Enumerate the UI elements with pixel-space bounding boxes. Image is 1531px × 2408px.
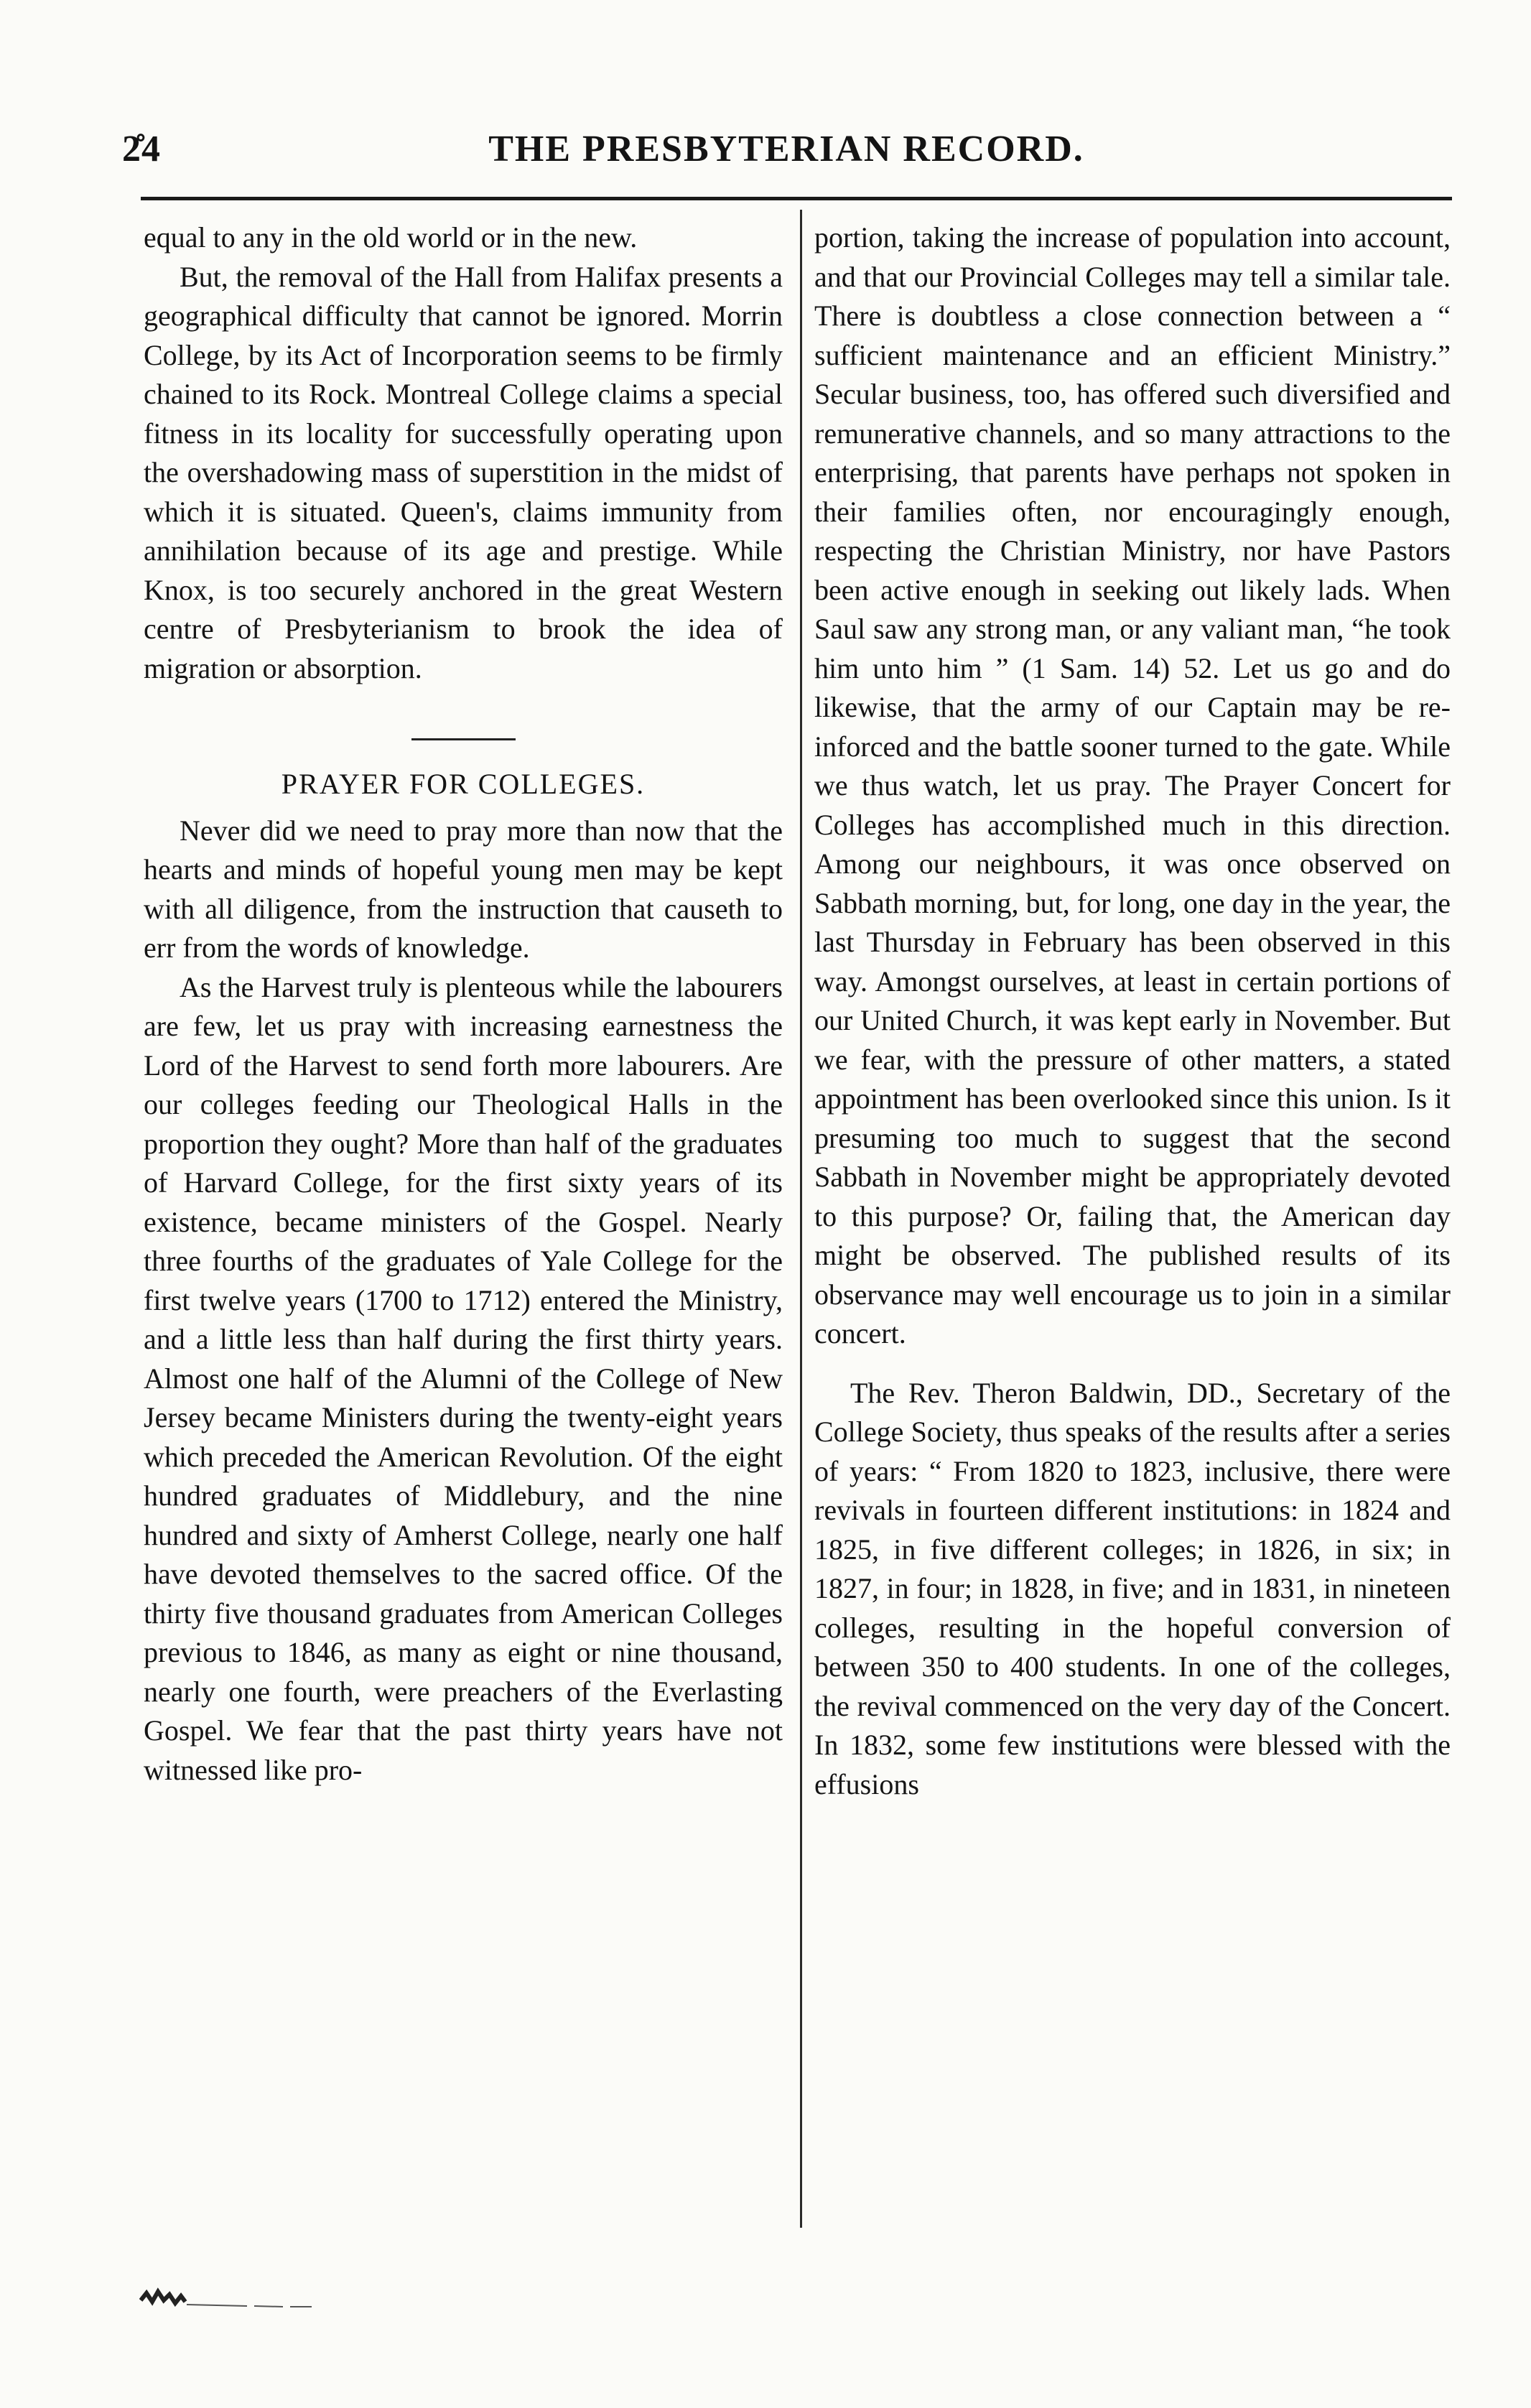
right-column — [814, 218, 1451, 1804]
section-separator — [411, 738, 516, 740]
section-heading: PRAYER FOR COLLEGES. — [281, 768, 646, 800]
paragraph-baldwin: The Rev. Theron Baldwin, DD., Secretary of the College Society, thus speaks of the results after a series of years: “ From 1820 to 1823, inclusive, there were revivals in fourteen different institutions: in 1824 and 1825, in five different colleges; in 1826, in six; in 1827, in four; in 1828, in five; and in 1831, in nineteen colleges, resulting in the hopeful conversion of between 350 to 400 students. In one of the colleges, the revival commenced on the very day of the Concert. In 1832, some few institutions were blessed with the effusions — [814, 1376, 1451, 1800]
page-header — [122, 128, 1451, 178]
column-divider — [800, 210, 802, 2228]
paragraph-harvest: As the Harvest truly is plenteous while the labourers are few, let us pray with increasing earnestness the Lord of the Harvest to send forth more labourers. Are our colleges feeding our Theological Halls in the proportion they ought? More than half of the graduates of Harvard College, for the first sixty years of its existence, became ministers of the Gospel. Nearly three fourths of the graduates of Yale College for the first twelve years (1700 to 1712) entered the Ministry, and a little less than half during the first thirty years. Almost one half of the Alumni of the College of New Jersey became Ministers during the twenty-eight years which preceded the American Revolution. Of the eight hundred graduates of Middlebury, and the nine hundred and sixty of Amherst College, nearly one half have devoted themselves to the sacred office. Of the thirty five thousand graduates from American Colleges previous to 1846, as many as eight or nine thousand, nearly one fourth, were preachers of the Everlasting Gospel. We fear that the past thirty years have not witnessed like pro- — [144, 970, 783, 1786]
header-rule — [141, 197, 1452, 200]
left-column — [144, 218, 783, 1790]
paragraph-portion: portion, taking the increase of population into account, and that our Provincial Colleges may tell a similar tale. There is doubtless a close connection between a “ sufficient maintenance and an efficient Ministry.” Secular business, too, has offered such diversified and remunerative channels, and so many attractions to the enterprising, that parents have perhaps not spoken in their families often, nor encouragingly enough, respecting the Christian Ministry, nor have Pastors been active enough in seeking out likely lads. When Saul saw any strong man, or any valiant man, “he took him unto him ” (1 Sam. 14) 52. Let us go and do likewise, that the army of our Captain may be re-inforced and the battle sooner turned to the gate. While we thus watch, let us pray. The Prayer Concert for Colleges has accomplished much in this direction. Among our neighbours, it was once observed on Sabbath morning, but, for long, one day in the year, the last Thursday in February has been observed in this way. Amongst ourselves, at least in certain portions of our United Church, it was kept early in November. But we fear, with the pressure of other matters, a stated appointment has been overlooked since this union. Is it presuming too much to suggest that the second Sabbath in November might be appropriately devoted to this purpose? Or, failing that, the American day might be observed. The published results of its observance may well encourage us to join in a similar concert. — [814, 221, 1451, 1349]
paragraph-never-did: Never did we need to pray more than now that the hearts and minds of hopeful young men may be kept with all diligence, from the instruction that causeth to err from the words of knowledge. — [144, 814, 783, 964]
paragraph-gap — [814, 1354, 1451, 1374]
page-number: 2̊4 — [122, 129, 161, 169]
paragraph-hall-removal: But, the removal of the Hall from Halifax presents a geographical difficulty that cannot be ignored. Morrin College, by its Act of Incorporation seems to be firmly chained to its Rock. Montreal College claims a special fitness in its locality for successfully operating upon the overshadowing mass of superstition in the midst of which it is situated. Queen's, claims immunity from annihilation because of its age and prestige. While Knox, is too securely anchored in the great Western centre of Presbyterianism to brook the idea of migration or absorption. — [144, 260, 783, 684]
running-title: THE PRESBYTERIAN RECORD. — [488, 129, 1084, 169]
ink-smudge-mark — [139, 2287, 355, 2309]
paragraph-continued: equal to any in the old world or in the new. — [144, 221, 638, 254]
